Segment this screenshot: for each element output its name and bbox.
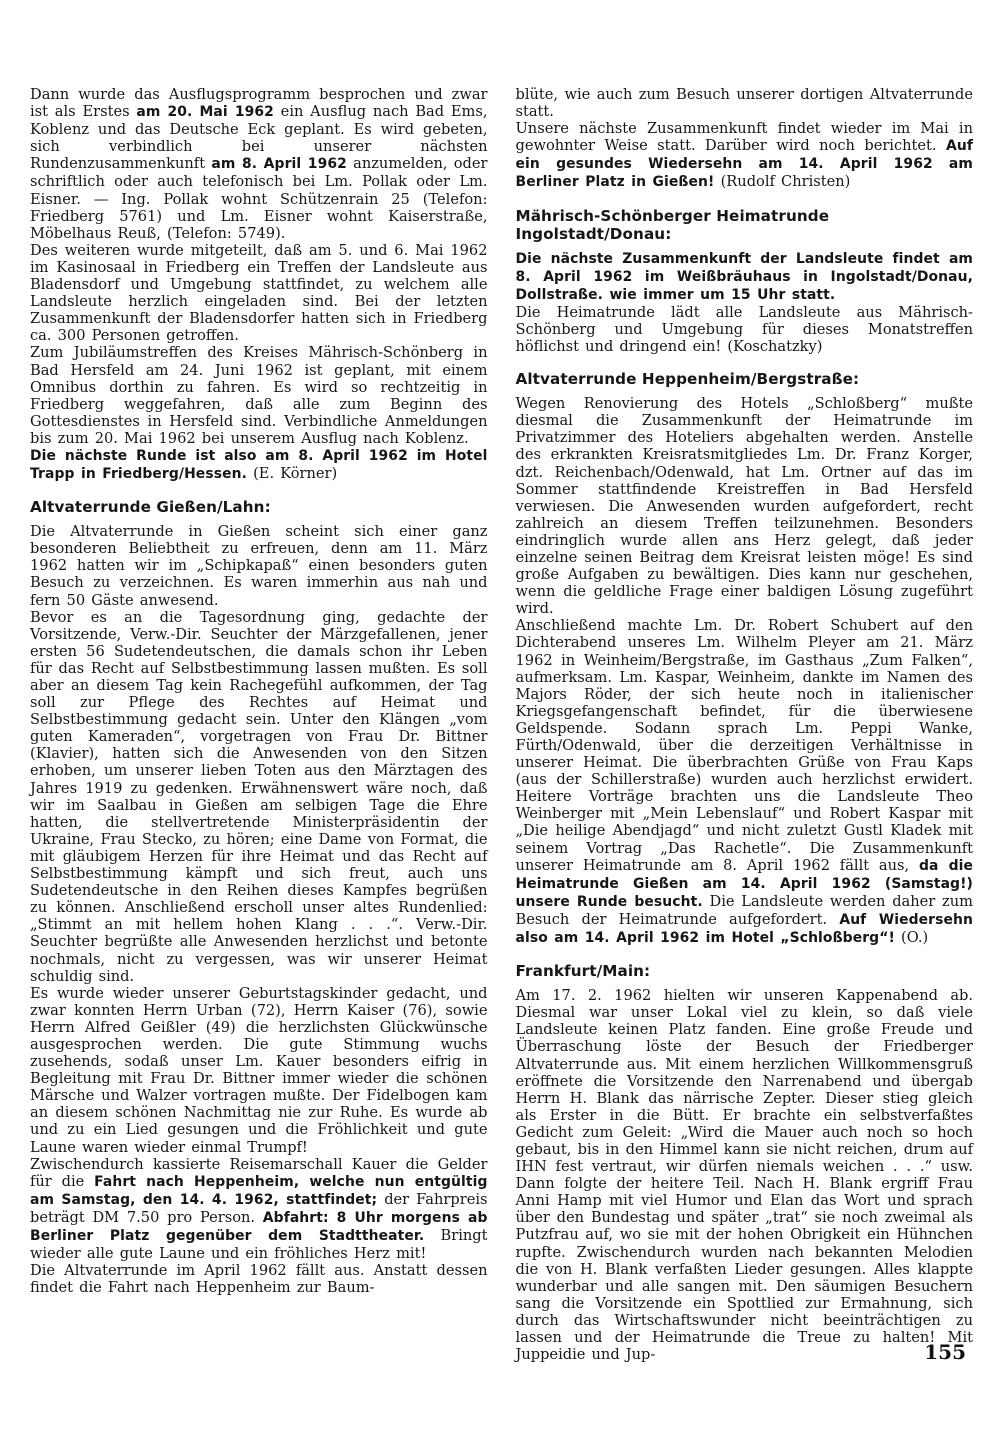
text-run: Die Heimatrunde lädt alle Landsleute aus Mährisch-Schönberg und Umgebung für dieses Monatstreffen höflichst und dringend ein! (Koschatzky) <box>515 303 973 356</box>
text-run: Dann wurde das Ausflugsprogramm besprochen und zwar ist als Erstes <box>30 86 488 121</box>
paragraph <box>30 523 488 608</box>
text-run: Anschließend machte Lm. Dr. Robert Schubert auf den Dichterabend unseres Lm. Wilhelm Pleyer am 21. März 1962 in Weinheim/Bergstraße, im Gasthaus „Zum Falken“, aufmerksam. Lm. Kaspar, Weinheim, dankte im Namen des Majors Röder, der sich heute noch in italienischer Kriegsgefangenschaft befindet, für die überwiesene Geldspende. Sodann sprach Lm. Peppi Wanke, Fürth/Odenwald, über die derzeitigen Verhältnisse in unserer Heimat. Die überbrachten Grüße von Frau Kaps (aus der Schillerstraße) wurden auch herzlichst erwidert. Heitere Vorträge brachten uns die Landsleute Theo Weinberger mit „Mein Lebenslauf“ und Robert Kaspar mit „Die heilige Abendjagd“ und nicht zuletzt Gustl Kladek mit seinem Vortrag „Das Rachetle“. Die Zusammenkunft unserer Heimatrunde am 8. April 1962 fällt aus, <box>515 617 973 874</box>
paragraph <box>516 250 974 304</box>
text-run: Unsere nächste Zusammenkunft findet wieder im Mai in gewohnter Weise statt. Darüber wird noch berichtet. <box>515 120 973 155</box>
paragraph <box>30 86 488 242</box>
text-run: Bringt wieder alle gute Laune und ein fröhliches Herz mit! <box>30 1227 488 1263</box>
text-run: Die Altvaterrunde in Gießen scheint sich einer ganz besonderen Beliebtheit zu erfreuen, denn am 11. März 1962 hatten wir im „Schipkapaß“ einen besonders guten Besuch zu verzeichnen. Es waren immerhin aus nah und fern 50 Gäste anwesend. <box>30 523 488 609</box>
page-number: 155 <box>924 1340 966 1364</box>
bold-text-run: Auf Wiedersehn also am 14. April 1962 im Hotel „Schloßberg“! <box>515 911 974 947</box>
bold-text-run: Die nächste Zusammenkunft der Landsleute findet am 8. April 1962 im Weißbräuhaus in Ingolstadt/Donau, Dollstraße. wie immer um 15 Uhr statt. <box>515 250 973 303</box>
text-run: Des weiteren wurde mitgeteilt, daß am 5. und 6. Mai 1962 im Kasinosaal in Friedberg ein Treffen der Landsleute aus Bladensdorf und Umgebung stattfindet, zu welchem alle Landsleute herzlich eingeladen sind. Bei der letzten Zusammenkunft der Bladensdorfer hatten sich in Friedberg ca. 300 Personen getroffen. <box>30 241 488 345</box>
paragraph <box>516 617 974 947</box>
bold-text-run: am 8. April 1962 <box>211 156 347 173</box>
paragraph <box>516 987 974 1363</box>
text-run: Die Landsleute werden daher zum Besuch der Heimatrunde aufgefordert. <box>515 892 973 928</box>
paragraph <box>516 120 974 191</box>
text-run: (Rudolf Christen) <box>714 173 851 191</box>
section-heading <box>30 498 488 516</box>
two-column-layout <box>30 86 973 1363</box>
bold-text-run: am 20. Mai 1962 <box>136 104 274 121</box>
bold-text-run: da die Heimatrunde Gießen am 14. April 1962 (Samstag!) unsere Runde besucht. <box>515 857 973 910</box>
text-run: Zwischendurch kassierte Reisemarschall Kauer die Gelder für die <box>30 1155 488 1190</box>
bold-text-run: Mährisch-Schönberger Heimatrunde Ingolstadt/Donau: <box>515 206 830 243</box>
section-heading <box>516 370 974 388</box>
bold-text-run: Abfahrt: 8 Uhr morgens ab Berliner Platz gegenüber dem Stadttheater. <box>30 1209 488 1244</box>
left-column <box>30 86 488 1363</box>
text-run: Es wurde wieder unserer Geburtstagskinder gedacht, und zwar konnten Herrn Urban (72), Herrn Kaiser (76), sowie Herrn Alfred Geißler (49) die herzlichsten Glückwünsche ausgesprochen werden. Die gute Stimmung wuchs zusehends, sodaß unser Lm. Kauer besonders eifrig in Begleitung mit Frau Dr. Bittner immer wieder die schönen Märsche und Walzer vortragen mußte. Der Fidelbogen kam an diesem schönen Nachmittag nie zur Ruhe. Es wurde ab und zu ein Lied gesungen und die Fröhlichkeit und gute Laune waren wieder einmal Trumpf! <box>30 984 488 1156</box>
bold-text-run: Altvaterrunde Heppenheim/Bergstraße: <box>515 370 860 389</box>
text-run: blüte, wie auch zum Besuch unserer dortigen Altvaterrunde statt. <box>515 86 973 121</box>
paragraph <box>30 447 488 483</box>
text-run: anzumelden, oder schriftlich oder auch telefonisch bei Lm. Pollak oder Lm. Eisner. — Ing. Pollak wohnt Schützenrain 25 (Telefon: Friedberg 5761) und Lm. Eisner wohnt Kaiserstraße, Möbelhaus Reuß, (Telefon: 5749). <box>30 155 488 242</box>
text-run: Zum Jubiläumstreffen des Kreises Mährisch-Schönberg in Bad Hersfeld am 24. Juni 1962 ist geplant, mit einem Omnibus dorthin zu fahren. Es wird so rechtzeitig in Friedberg weggefahren, daß alle zum Beginn des Gottesdienstes in Hersfeld sind. Verbindliche Anmeldungen bis zum 20. Mai 1962 bei unserem Ausflug nach Koblenz. <box>30 344 488 447</box>
paragraph <box>516 304 974 355</box>
section-heading <box>516 207 974 243</box>
text-run: (E. Körner) <box>246 465 338 483</box>
paragraph <box>30 1156 488 1263</box>
bold-text-run: Frankfurt/Main: <box>515 962 651 981</box>
paragraph <box>30 1262 488 1296</box>
bold-text-run: Altvaterrunde Gießen/Lahn: <box>30 498 271 517</box>
paragraph <box>516 395 974 617</box>
bold-text-run: Fahrt nach Heppenheim, welche nun entgültig am Samstag, den 14. 4. 1962, stattfindet; <box>30 1173 488 1208</box>
paragraph <box>516 86 974 120</box>
section-heading <box>516 962 974 980</box>
paragraph <box>30 242 488 345</box>
bold-text-run: Auf ein gesundes Wiedersehn am 14. April 1962 am Berliner Platz in Gießen! <box>515 138 973 191</box>
text-run: Wegen Renovierung des Hotels „Schloßberg“ mußte diesmal die Zusammenkunft der Heimatrunde im Privatzimmer des Hoteliers abgehalten werden. Anstelle des erkrankten Kreisratsmitgliedes Lm. Dr. Franz Korger, dzt. Reichenbach/Odenwald, hat Lm. Ortner auf das im Sommer stattfindende Kreistreffen in Bad Hersfeld verwiesen. Die Anwesenden wurden aufgefordert, recht zahlreich an diesem Treffen teilzunehmen. Besonders eindringlich wurde allen ans Herz gelegt, daß jeder einzelne seinen Beitrag dem Kreisrat leisten möge! Es sind große Aufgaben zu bewältigen. Dies kann nur geschehen, wenn die geldliche Frage einer baldigen Lösung zugeführt wird. <box>515 395 973 618</box>
text-run: der Fahrpreis beträgt DM 7.50 pro Person. <box>30 1190 488 1226</box>
text-run: Am 17. 2. 1962 hielten wir unseren Kappenabend ab. Diesmal war unser Lokal viel zu klein, so daß viele Landsleute keinen Platz fanden. Eine große Freude und Überraschung löste der Besuch der Friedberger Altvaterrunde aus. Mit einem herzlichen Willkommensgruß eröffnete die Vorsitzende den Narrenabend und übergab Herrn H. Blank das närrische Zepter. Dieser stieg gleich als Erster in die Bütt. Er brachte ein selbstverfaßtes Gedicht zum Geleit: „Wird die Mauer auch noch so hoch gebaut, bis in den Himmel kann sie nicht reichen, drum auf IHN fest vertraut, wir dürfen niemals weichen . . .“ usw. Dann folgte der heitere Teil. Nach H. Blank ergriff Frau Anni Hamp mit viel Humor und Elan das Wort und sprach über den Bundestag und später „trat“ sie noch zweimal als Putzfrau auf, wo sie mit der hohen Obrigkeit ein Hühnchen rupfte. Zwischendurch wurden nach bekannten Melodien die von H. Blank verfaßten Lieder gesungen. Alles klappte wunderbar und alle sangen mit. Den säumigen Besuchern sang die Vorsitzende ein Spottlied zur Ermahnung, sich durch das Wirtschaftswunder nicht beeinträchtigen zu lassen und der Heimatrunde die Treue zu halten! Mit Juppeidie und Jup- <box>515 987 973 1364</box>
paragraph <box>30 344 488 447</box>
text-run: ein Ausflug nach Bad Ems, Koblenz und das Deutsche Eck geplant. Es wird gebeten, sich verbindlich bei unserer nächsten Rundenzusammenkunft <box>30 103 488 173</box>
right-column <box>516 86 974 1363</box>
paragraph <box>30 609 488 985</box>
bold-text-run: Die nächste Runde ist also am 8. April 1962 im Hotel Trapp in Friedberg/Hessen. <box>30 447 488 483</box>
paragraph <box>30 985 488 1156</box>
text-run: Die Altvaterrunde im April 1962 fällt aus. Anstatt dessen findet die Fahrt nach Heppenheim zur Baum- <box>30 1262 488 1297</box>
text-run: (O.) <box>894 929 929 947</box>
text-run: Bevor es an die Tagesordnung ging, gedachte der Vorsitzende, Verw.-Dir. Seuchter der Märzgefallenen, jener ersten 56 Sudetendeutschen, die damals schon ihr Leben für das Recht auf Selbstbestimmung lassen mußten. Es soll aber an diesem Tag kein Rachegefühl aufkommen, der Tag soll zur Pflege des Rechtes auf Heimat und Selbstbestimmung gedacht sein. Unter den Klängen „vom guten Kameraden“, vorgetragen von Frau Dr. Bittner (Klavier), hatten sich die Anwesenden von den Sitzen erhoben, um unserer lieben Toten aus den Märztagen des Jahres 1919 zu gedenken. Erwähnenswert wäre noch, daß wir im Saalbau in Gießen am selbigen Tage die Ehre hatten, die stellvertretende Ministerpräsidentin der Ukraine, Frau Stecko, zu hören; eine Dame von Format, die mit gläubigem Herzen für ihre Heimat und das Recht auf Selbstbestimmung kämpft und sich freut, auch uns Sudetendeutsche in den Reihen dieses Kampfes begrüßen zu können. Anschließend erscholl unser altes Rundenlied: „Stimmt an mit hellem hohen Klang . . .“. Verw.-Dir. Seuchter begrüßte alle Anwesenden herzlichst und betonte nochmals, nicht zu vergessen, was wir unserer Heimat schuldig sind. <box>30 608 488 985</box>
